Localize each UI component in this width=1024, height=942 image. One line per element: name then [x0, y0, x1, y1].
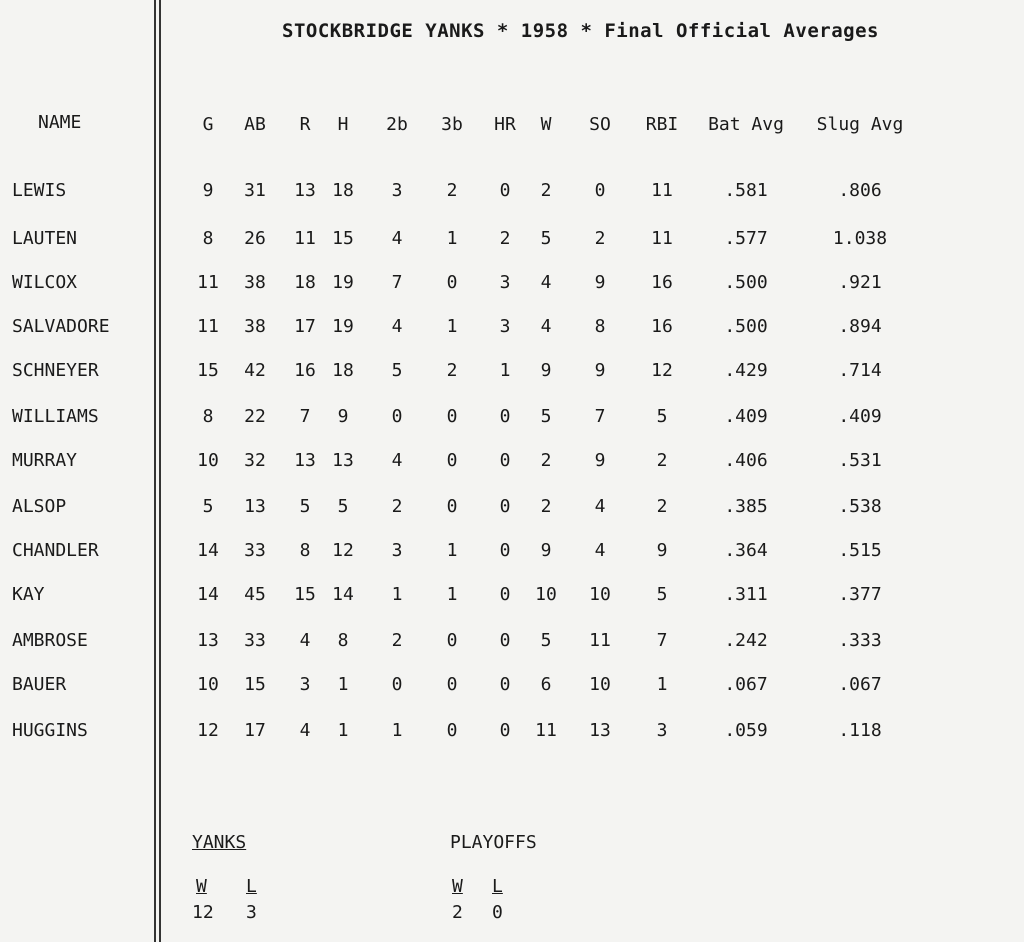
column-header-rbi: RBI: [645, 114, 679, 135]
stat-ab: 32: [244, 450, 266, 471]
stat-so: 2: [594, 228, 606, 249]
column-header-ab: AB: [244, 114, 266, 135]
stat-bat-avg: .409: [724, 406, 768, 427]
stat-w: 9: [540, 540, 552, 561]
stat-ab: 31: [244, 180, 266, 201]
stat-3b: 1: [446, 540, 458, 561]
column-header-hr: HR: [494, 114, 516, 135]
stat-3b: 0: [446, 406, 458, 427]
stat-3b: 0: [446, 496, 458, 517]
stat-bat-avg: .242: [724, 630, 768, 651]
stat-w: 4: [540, 272, 552, 293]
playoffs-l-label: L: [492, 876, 503, 897]
stat-slug-avg: .921: [838, 272, 882, 293]
stat-g: 13: [197, 630, 219, 651]
stat-rbi: 11: [651, 180, 673, 201]
stat-bat-avg: .311: [724, 584, 768, 605]
stat-w: 2: [540, 496, 552, 517]
stat-w: 10: [535, 584, 557, 605]
stat-so: 10: [589, 674, 611, 695]
stat-hr: 0: [499, 540, 511, 561]
stat-w: 5: [540, 228, 552, 249]
column-header-bat-avg: Bat Avg: [708, 114, 784, 135]
stat-g: 5: [202, 496, 214, 517]
stat-so: 7: [594, 406, 606, 427]
stat-2b: 4: [391, 316, 403, 337]
stat-slug-avg: .118: [838, 720, 882, 741]
stat-2b: 3: [391, 180, 403, 201]
stat-ab: 38: [244, 316, 266, 337]
stat-ab: 45: [244, 584, 266, 605]
yanks-l-label: L: [246, 876, 257, 897]
player-name: HUGGINS: [12, 720, 88, 741]
yanks-losses: 3: [246, 902, 257, 923]
stat-slug-avg: .894: [838, 316, 882, 337]
stat-rbi: 16: [651, 316, 673, 337]
name-column-header: NAME: [38, 112, 82, 133]
stat-g: 8: [202, 406, 214, 427]
column-header-so: SO: [589, 114, 611, 135]
stat-r: 16: [294, 360, 316, 381]
column-header-3b: 3b: [441, 114, 463, 135]
stat-w: 5: [540, 630, 552, 651]
stat-slug-avg: .409: [838, 406, 882, 427]
stat-ab: 26: [244, 228, 266, 249]
stat-bat-avg: .500: [724, 316, 768, 337]
column-header-h: H: [337, 114, 349, 135]
stat-2b: 3: [391, 540, 403, 561]
stat-3b: 0: [446, 674, 458, 695]
stat-h: 18: [332, 360, 354, 381]
player-name: BAUER: [12, 674, 67, 695]
stat-bat-avg: .577: [724, 228, 768, 249]
stat-rbi: 1: [656, 674, 668, 695]
stat-slug-avg: 1.038: [832, 228, 888, 249]
stat-h: 9: [337, 406, 349, 427]
stat-ab: 38: [244, 272, 266, 293]
stat-2b: 2: [391, 630, 403, 651]
stat-3b: 1: [446, 316, 458, 337]
stat-2b: 2: [391, 496, 403, 517]
stat-g: 10: [197, 450, 219, 471]
stat-so: 4: [594, 496, 606, 517]
stat-2b: 1: [391, 584, 403, 605]
player-name: MURRAY: [12, 450, 78, 471]
player-name: ALSOP: [12, 496, 67, 517]
stat-3b: 0: [446, 272, 458, 293]
stat-so: 10: [589, 584, 611, 605]
stat-2b: 4: [391, 450, 403, 471]
stat-bat-avg: .059: [724, 720, 768, 741]
stat-h: 12: [332, 540, 354, 561]
stat-r: 8: [299, 540, 311, 561]
player-name: SCHNEYER: [12, 360, 99, 381]
player-name: LAUTEN: [12, 228, 78, 249]
stat-h: 14: [332, 584, 354, 605]
stat-slug-avg: .538: [838, 496, 882, 517]
stat-hr: 3: [499, 316, 511, 337]
stat-ab: 22: [244, 406, 266, 427]
stat-r: 11: [294, 228, 316, 249]
stat-h: 1: [337, 720, 349, 741]
stat-rbi: 3: [656, 720, 668, 741]
yanks-w-label: W: [196, 876, 207, 897]
column-header-w: W: [540, 114, 552, 135]
stat-3b: 2: [446, 360, 458, 381]
yanks-label: YANKS: [192, 832, 247, 853]
stat-hr: 0: [499, 180, 511, 201]
playoffs-wins: 2: [452, 902, 463, 923]
stat-slug-avg: .377: [838, 584, 882, 605]
stat-slug-avg: .333: [838, 630, 882, 651]
stat-hr: 0: [499, 406, 511, 427]
stat-hr: 0: [499, 630, 511, 651]
player-name: WILLIAMS: [12, 406, 99, 427]
column-header-g: G: [202, 114, 214, 135]
stat-so: 0: [594, 180, 606, 201]
stat-g: 8: [202, 228, 214, 249]
stat-w: 4: [540, 316, 552, 337]
stat-g: 15: [197, 360, 219, 381]
stat-w: 9: [540, 360, 552, 381]
stat-r: 13: [294, 180, 316, 201]
stat-g: 11: [197, 316, 219, 337]
stat-hr: 1: [499, 360, 511, 381]
stat-rbi: 16: [651, 272, 673, 293]
stat-h: 19: [332, 272, 354, 293]
stat-rbi: 5: [656, 406, 668, 427]
stat-3b: 1: [446, 228, 458, 249]
stat-so: 8: [594, 316, 606, 337]
stat-2b: 7: [391, 272, 403, 293]
column-header-2b: 2b: [386, 114, 408, 135]
margin-rule-left: [154, 0, 156, 942]
player-name: KAY: [12, 584, 45, 605]
page-title: STOCKBRIDGE YANKS * 1958 * Final Official Averages: [282, 20, 879, 42]
player-name: SALVADORE: [12, 316, 110, 337]
stat-rbi: 2: [656, 450, 668, 471]
player-name: CHANDLER: [12, 540, 99, 561]
stat-rbi: 5: [656, 584, 668, 605]
stat-r: 13: [294, 450, 316, 471]
stat-slug-avg: .806: [838, 180, 882, 201]
column-header-slug-avg: Slug Avg: [816, 114, 904, 135]
stat-ab: 17: [244, 720, 266, 741]
stat-bat-avg: .581: [724, 180, 768, 201]
stat-3b: 0: [446, 450, 458, 471]
stat-w: 2: [540, 450, 552, 471]
stat-hr: 0: [499, 450, 511, 471]
stat-r: 5: [299, 496, 311, 517]
stat-slug-avg: .067: [838, 674, 882, 695]
stat-so: 9: [594, 360, 606, 381]
stat-2b: 1: [391, 720, 403, 741]
stat-h: 1: [337, 674, 349, 695]
column-header-r: R: [299, 114, 311, 135]
stat-slug-avg: .515: [838, 540, 882, 561]
player-name: WILCOX: [12, 272, 78, 293]
stat-so: 11: [589, 630, 611, 651]
yanks-wins: 12: [192, 902, 214, 923]
stat-2b: 0: [391, 674, 403, 695]
playoffs-losses: 0: [492, 902, 503, 923]
stat-hr: 3: [499, 272, 511, 293]
stat-hr: 0: [499, 496, 511, 517]
stat-3b: 0: [446, 630, 458, 651]
stat-w: 5: [540, 406, 552, 427]
stat-r: 4: [299, 630, 311, 651]
stat-so: 13: [589, 720, 611, 741]
stat-2b: 4: [391, 228, 403, 249]
stat-3b: 0: [446, 720, 458, 741]
stat-hr: 2: [499, 228, 511, 249]
stat-r: 15: [294, 584, 316, 605]
stat-bat-avg: .364: [724, 540, 768, 561]
stat-h: 8: [337, 630, 349, 651]
stat-rbi: 2: [656, 496, 668, 517]
stat-g: 14: [197, 584, 219, 605]
stat-rbi: 11: [651, 228, 673, 249]
stat-g: 12: [197, 720, 219, 741]
stat-so: 9: [594, 272, 606, 293]
stat-g: 10: [197, 674, 219, 695]
stat-r: 17: [294, 316, 316, 337]
stat-bat-avg: .067: [724, 674, 768, 695]
stat-hr: 0: [499, 720, 511, 741]
stat-h: 18: [332, 180, 354, 201]
stat-2b: 0: [391, 406, 403, 427]
stat-r: 4: [299, 720, 311, 741]
stat-ab: 15: [244, 674, 266, 695]
stat-w: 11: [535, 720, 557, 741]
stat-r: 18: [294, 272, 316, 293]
stat-bat-avg: .385: [724, 496, 768, 517]
stat-ab: 13: [244, 496, 266, 517]
stat-rbi: 7: [656, 630, 668, 651]
stat-ab: 42: [244, 360, 266, 381]
stat-w: 6: [540, 674, 552, 695]
player-name: AMBROSE: [12, 630, 88, 651]
stat-3b: 1: [446, 584, 458, 605]
stat-h: 19: [332, 316, 354, 337]
player-name: LEWIS: [12, 180, 67, 201]
stat-slug-avg: .531: [838, 450, 882, 471]
stat-ab: 33: [244, 630, 266, 651]
stat-hr: 0: [499, 674, 511, 695]
stat-hr: 0: [499, 584, 511, 605]
stat-ab: 33: [244, 540, 266, 561]
stat-slug-avg: .714: [838, 360, 882, 381]
stat-g: 9: [202, 180, 214, 201]
playoffs-label: PLAYOFFS: [450, 832, 537, 853]
playoffs-w-label: W: [452, 876, 463, 897]
stat-2b: 5: [391, 360, 403, 381]
stat-bat-avg: .429: [724, 360, 768, 381]
stat-bat-avg: .406: [724, 450, 768, 471]
stat-r: 3: [299, 674, 311, 695]
stat-rbi: 12: [651, 360, 673, 381]
stat-h: 5: [337, 496, 349, 517]
stat-g: 11: [197, 272, 219, 293]
stat-so: 4: [594, 540, 606, 561]
stat-3b: 2: [446, 180, 458, 201]
stat-g: 14: [197, 540, 219, 561]
stat-rbi: 9: [656, 540, 668, 561]
stat-bat-avg: .500: [724, 272, 768, 293]
stat-h: 13: [332, 450, 354, 471]
stat-h: 15: [332, 228, 354, 249]
stat-so: 9: [594, 450, 606, 471]
margin-rule-right: [159, 0, 161, 942]
stat-w: 2: [540, 180, 552, 201]
stat-r: 7: [299, 406, 311, 427]
